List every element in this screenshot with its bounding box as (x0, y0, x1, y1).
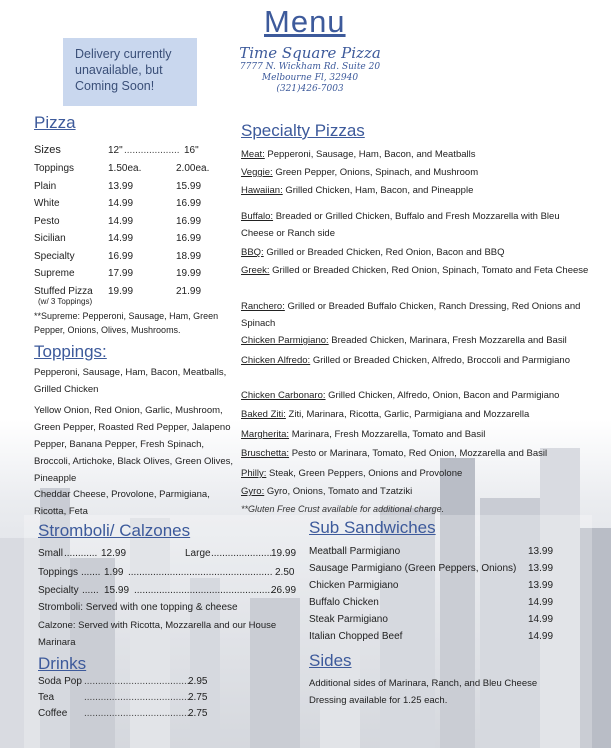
specialty-item-desc: Grilled or Breaded Buffalo Chicken, Ranch Dressing, Red Onions and Spinach (241, 301, 581, 329)
pizza-row-small-price: 14.99 (108, 233, 134, 244)
pizza-row-large-price: 19.99 (176, 268, 202, 279)
specialty-item-name: Bruschetta: (241, 448, 290, 459)
pizza-row-large-price: 16.99 (176, 233, 202, 244)
specialty-item (241, 146, 591, 163)
gluten-free-note: **Gluten Free Crust available for additional charge. (241, 504, 445, 514)
drink-dots: ....................................... (84, 708, 193, 719)
pizza-row-large-price: 18.99 (176, 250, 202, 262)
stromboli-large-label: Large (185, 548, 211, 559)
specialty-item-name: Greek: (241, 265, 270, 276)
specialty-item-desc: Grilled or Breaded Chicken, Alfredo, Broccoli and Parmigiano (312, 355, 570, 366)
specialty-item (241, 298, 591, 332)
specialty-heading: Specialty Pizzas (241, 121, 365, 140)
pizza-row-small-price: 16.99 (108, 250, 134, 262)
toppings-meats: Pepperoni, Sausage, Ham, Bacon, Meatballs, Grilled Chicken (34, 367, 227, 395)
pizza-row-name: Toppings (34, 163, 75, 174)
specialty-item-desc: Pepperoni, Sausage, Ham, Bacon, and Meatballs (267, 149, 476, 160)
drinks-heading: Drinks (38, 654, 87, 673)
stromboli-note: Stromboli: Served with one topping & cheese (38, 602, 238, 613)
specialty-item (241, 352, 591, 369)
pizza-row-small-price: 1.50ea. (108, 163, 142, 174)
specialty-item (241, 332, 591, 349)
stromboli-large-price: 19.99 (271, 548, 297, 559)
pizza-row-small-price: 17.99 (108, 268, 134, 279)
pizza-row-large-price: 21.99 (176, 285, 202, 297)
drink-name: Coffee (38, 708, 68, 719)
specialty-item-desc: Grilled or Breaded Chicken, Red Onion, Spinach, Tomato and Feta Cheese (272, 265, 589, 276)
stromboli-specialty-label: Specialty (38, 585, 79, 596)
specialty-item-desc: Gyro, Onions, Tomato and Tzatziki (266, 486, 413, 497)
pizza-row-name: Sicilian (34, 233, 66, 244)
specialty-item-name: Margherita: (241, 429, 290, 440)
stromboli-toppings-label: Toppings (38, 567, 79, 578)
specialty-item (241, 387, 591, 404)
specialty-item-desc: Breaded Chicken, Marinara, Fresh Mozzarella and Basil (331, 335, 567, 346)
toppings-cheeses: Cheddar Cheese, Provolone, Parmigiana, Ricotta, Feta (34, 489, 210, 517)
pizza-row-small-price: 14.99 (108, 198, 134, 209)
stromboli-large-dots: ...................... (211, 548, 273, 559)
specialty-item-name: Gyro: (241, 486, 265, 497)
sub-price: 13.99 (528, 580, 554, 591)
sub-name: Sausage Parmigiano (Green Peppers, Onions) (309, 563, 517, 574)
specialty-item-name: Chicken Alfredo: (241, 355, 311, 366)
drink-dots: ....................................... (84, 676, 193, 687)
specialty-item-desc: Grilled Chicken, Alfredo, Onion, Bacon and Parmigiano (328, 390, 560, 401)
sub-price: 14.99 (528, 597, 554, 608)
specialty-item-desc: Breaded or Grilled Chicken, Buffalo and Fresh Mozzarella with Bleu Cheese or Ranch side (241, 211, 560, 239)
specialty-item (241, 483, 591, 500)
specialty-item-name: Chicken Carbonaro: (241, 390, 326, 401)
specialty-item (241, 262, 591, 279)
specialty-item-desc: Ziti, Marinara, Ricotta, Garlic, Parmigiana and Mozzarella (288, 409, 530, 420)
specialty-item-desc: Pesto or Marinara, Tomato, Red Onion, Mozzarella and Basil (291, 448, 548, 459)
drink-name: Soda Pop (38, 676, 82, 687)
subs-heading: Sub Sandwiches (309, 518, 436, 537)
pizza-size-dots: .................... (124, 145, 180, 156)
specialty-item-name: Meat: (241, 149, 265, 160)
sub-name: Italian Chopped Beef (309, 631, 403, 642)
sub-price: 14.99 (528, 614, 554, 625)
stuffed-pizza-note: (w/ 3 Toppings) (38, 297, 93, 306)
specialty-item-name: Ranchero: (241, 301, 285, 312)
pizza-row-small-price: 13.99 (108, 180, 134, 192)
specialty-item-desc: Grilled Chicken, Ham, Bacon, and Pineapple (285, 185, 474, 196)
specialty-item-desc: Grilled or Breaded Chicken, Red Onion, Bacon and BBQ (266, 247, 505, 258)
specialty-item (241, 182, 591, 199)
drink-price: 2.75 (188, 708, 208, 719)
pizza-row-name: Stuffed Pizza (34, 285, 93, 297)
business-phone: (321)426-7003 (276, 84, 344, 94)
specialty-item (241, 164, 591, 181)
specialty-item-name: Veggie: (241, 167, 273, 178)
supreme-note: **Supreme: Pepperoni, Sausage, Ham, Green Pepper, Onions, Olives, Mushrooms. (34, 311, 219, 335)
stromboli-specialty-small: 15.99 (104, 585, 130, 596)
stromboli-toppings-large: 2.50 (275, 567, 295, 578)
business-address-line-2: Melbourne Fl, 32940 (261, 73, 359, 83)
pizza-row-large-price: 2.00ea. (176, 163, 210, 174)
stromboli-toppings-small: 1.99 (104, 567, 124, 578)
pizza-heading: Pizza (34, 113, 76, 132)
business-name: Time Square Pizza (239, 44, 381, 62)
pizza-row-name: Plain (34, 180, 57, 192)
sub-name: Chicken Parmigiano (309, 580, 399, 591)
sub-name: Steak Parmigiano (309, 614, 388, 625)
pizza-row-name: White (34, 198, 60, 209)
toppings-veggies: Yellow Onion, Red Onion, Garlic, Mushroom, Green Pepper, Roasted Red Pepper, Jalapeno Pepper, Banana Pepper, Fresh Spinach, Broccoli, Artichoke, Black Olives, Green Olives, Pineapple (34, 405, 234, 484)
specialty-item-desc: Marinara, Fresh Mozzarella, Tomato and Basil (291, 429, 486, 440)
pizza-row-small-price: 19.99 (108, 285, 134, 297)
stromboli-specialty-large: 26.99 (271, 585, 297, 596)
specialty-item-name: Hawaiian: (241, 185, 283, 196)
stromboli-toppings-line: .................................................... (128, 567, 273, 578)
pizza-row-large-price: 16.99 (176, 198, 202, 209)
sub-price: 14.99 (528, 631, 554, 642)
stromboli-specialty-line: ................................................... (134, 585, 276, 596)
drink-price: 2.95 (188, 676, 208, 687)
drink-dots: ....................................... (84, 692, 193, 703)
specialty-item-desc: Green Pepper, Onions, Spinach, and Mushroom (275, 167, 479, 178)
pizza-size-small: 12" (108, 145, 123, 156)
pizza-row-name: Pesto (34, 215, 60, 227)
sub-price: 13.99 (528, 546, 554, 557)
business-info (235, 44, 385, 95)
specialty-item-name: Baked Ziti: (241, 409, 286, 420)
stromboli-heading: Stromboli/ Calzones (38, 521, 191, 540)
sub-name: Buffalo Chicken (309, 597, 379, 608)
calzone-note: Calzone: Served with Ricotta, Mozzarella and our House Marinara (38, 620, 277, 648)
pizza-row-large-price: 16.99 (176, 215, 202, 227)
pizza-row-small-price: 14.99 (108, 215, 134, 227)
specialty-item-desc: Steak, Green Peppers, Onions and Provolone (268, 468, 463, 479)
specialty-item (241, 426, 591, 443)
specialty-item (241, 208, 591, 242)
sub-price: 13.99 (528, 563, 554, 574)
business-address-line-1: 7777 N. Wickham Rd. Suite 20 (239, 62, 381, 72)
specialty-item-name: Buffalo: (241, 211, 274, 222)
specialty-item-name: Philly: (241, 468, 267, 479)
drink-name: Tea (38, 692, 55, 703)
sides-text: Additional sides of Marinara, Ranch, and Bleu Cheese Dressing available for 1.25 each. (309, 678, 538, 706)
toppings-heading: Toppings: (34, 342, 107, 361)
delivery-notice: Delivery currently unavailable, but Coming Soon! (63, 38, 197, 106)
sides-heading: Sides (309, 651, 352, 670)
specialty-item (241, 406, 591, 423)
stromboli-small-dots: ............ (64, 548, 98, 559)
drink-price: 2.75 (188, 692, 208, 703)
pizza-row-large-price: 15.99 (176, 180, 202, 192)
stromboli-specialty-dots: ...... (82, 585, 99, 596)
stromboli-small-label: Small (38, 548, 64, 559)
specialty-item (241, 244, 591, 261)
menu-title: Menu (264, 4, 346, 39)
specialty-item (241, 445, 591, 462)
pizza-size-large: 16" (184, 145, 199, 156)
specialty-item-name: Chicken Parmigiano: (241, 335, 329, 346)
stromboli-small-price: 12.99 (101, 548, 127, 559)
pizza-row-name: Specialty (34, 250, 75, 262)
sub-name: Meatball Parmigiano (309, 546, 401, 557)
specialty-item (241, 465, 591, 482)
specialty-item-name: BBQ: (241, 247, 264, 258)
pizza-row-name: Supreme (34, 268, 75, 279)
stromboli-toppings-dots: ....... (81, 567, 101, 578)
pizza-sizes-label: Sizes (34, 144, 61, 156)
